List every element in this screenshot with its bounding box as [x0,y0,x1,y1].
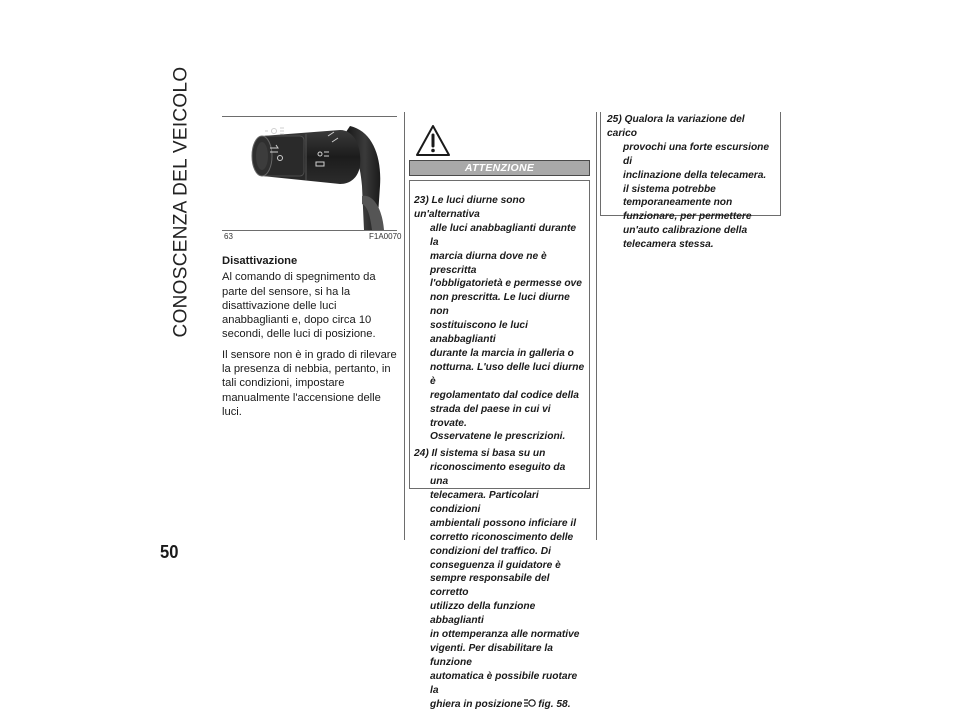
warning-triangle-icon [415,124,451,158]
section-heading: Disattivazione [222,255,298,267]
section-title-text: CONOSCENZA DEL VEICOLO [170,66,191,338]
note-23: 23) Le luci diurne sono un'alternativa alle luci anabbaglianti durante la marcia diurna dove ne è prescritta l'obbligatorietà e permesse ove non prescritta. Le luci diurne non sostituiscono le luci anabbaglianti durante la marcia in galleria o notturna. L'uso delle luci diurne è regolamentato dal codice della strada del paese in cui vi trovate. Osservatene le prescrizioni. [414,195,585,443]
column1-text [222,254,400,425]
note-24-last-line: ghiera in posizione fig. 58. [430,698,571,710]
column-divider-1 [404,112,405,540]
paragraph-1: Al comando di spegnimento da parte del sensore, si ha la disattivazione delle luci anabbaglianti e, dopo circa 10 secondi, delle luci di posizione. [222,271,376,341]
warning-title: ATTENZIONE [464,162,535,174]
page-number: 50 [160,542,179,562]
note-24: 24) Il sistema si basa su un riconoscimento eseguito da una telecamera. Particolari condizioni ambientali possono inficiare il corretto riconoscimento delle condizioni del traffico. Di conseguenza il guidatore è sempre responsabile del corretto utilizzo della funzione abbaglianti in ottemperanza alle normative vigenti. Per disabilitare la funzione automatica è possibile ruotare la ghiera in posizione fig. 58. [414,447,586,711]
figure-bottom-rule [222,230,397,231]
light-stalk-illustration [222,116,397,243]
warning-box [409,180,590,710]
figure-code: F1A0070 [369,232,402,241]
auto-light-ring-icon [523,698,537,708]
figure-number: 63 [224,232,233,241]
column-divider-2 [596,112,597,540]
section-title [158,64,204,340]
note-25: 25) Qualora la variazione del carico provochi una forte escursione di inclinazione della telecamera. il sistema potrebbe temporaneamente non funzionare, per permettere un'auto calibrazione della telecamera stessa. [607,114,770,251]
note-25-box [600,112,781,251]
warning-title-bar [409,160,590,176]
paragraph-2: Il sensore non è in grado di rilevare la presenza di nebbia, pertanto, in tali condizioni, impostare manualmente l'accensione delle luci. [222,348,397,418]
